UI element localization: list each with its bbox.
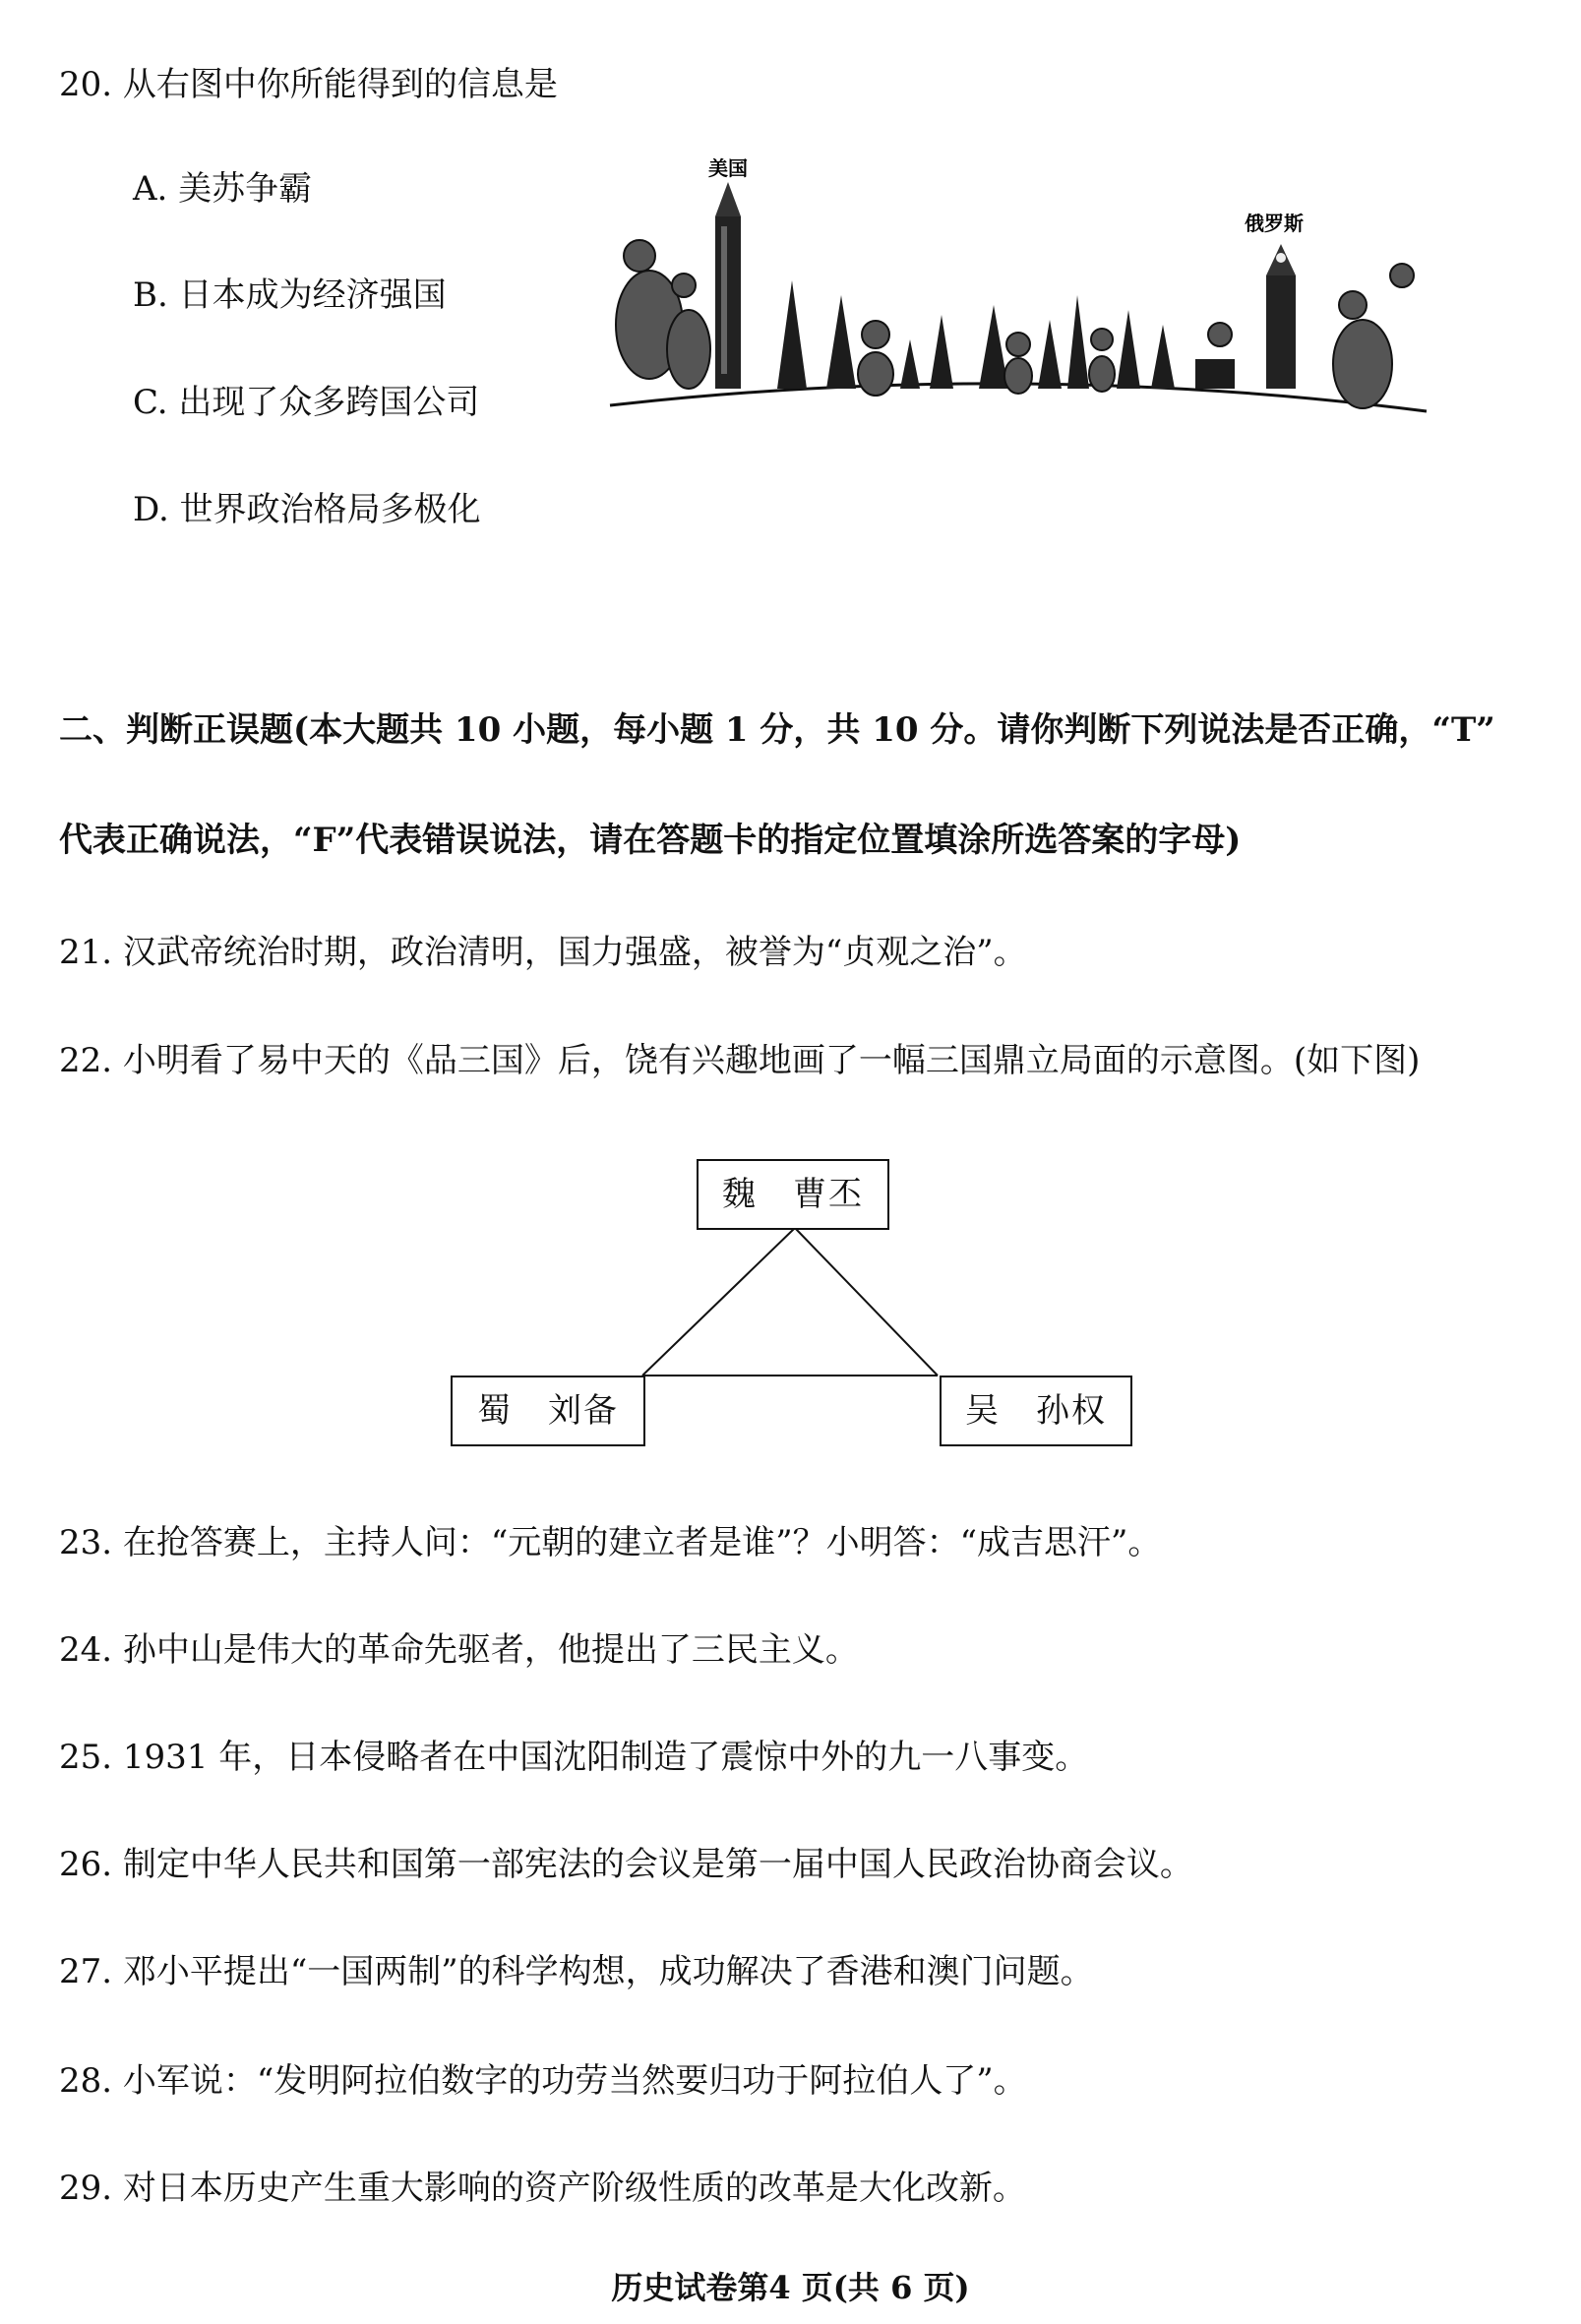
q28: 28. 小军说：“发明阿拉伯数字的功劳当然要归功于阿拉伯人了”。 (59, 2061, 1027, 2101)
section2-line1: 二、判断正误题(本大题共 10 小题，每小题 1 分，共 10 分。请你判断下列说法是否正确，“T” (59, 710, 1495, 750)
cartoon-label-russia: 俄罗斯 (1245, 212, 1304, 235)
diagram-box-wei: 魏 曹丕 (697, 1159, 889, 1230)
diagram-box-shu: 蜀 刘备 (451, 1376, 645, 1446)
q20-cartoon (605, 148, 1431, 423)
q22-stem: 22. 小明看了易中天的《品三国》后，饶有兴趣地画了一幅三国鼎立局面的示意图。(如下图) (59, 1041, 1421, 1080)
q21: 21. 汉武帝统治时期，政治清明，国力强盛，被誉为“贞观之治”。 (59, 933, 1027, 972)
q20-option-d: D. 世界政治格局多极化 (133, 490, 481, 529)
q26: 26. 制定中华人民共和国第一部宪法的会议是第一届中国人民政治协商会议。 (59, 1845, 1193, 1884)
q20-stem: 20. 从右图中你所能得到的信息是 (59, 65, 558, 104)
q20-option-c: C. 出现了众多跨国公司 (133, 383, 480, 422)
diagram-box-wu: 吴 孙权 (940, 1376, 1132, 1446)
q20-option-a: A. 美苏争霸 (133, 169, 313, 209)
q27: 27. 邓小平提出“一国两制”的科学构想，成功解决了香港和澳门问题。 (59, 1952, 1094, 1991)
q20-option-b: B. 日本成为经济强国 (133, 275, 447, 315)
q29: 29. 对日本历史产生重大影响的资产阶级性质的改革是大化改新。 (59, 2169, 1026, 2208)
cartoon-label-usa: 美国 (708, 156, 748, 180)
section2-line2: 代表正确说法，“F”代表错误说法，请在答题卡的指定位置填涂所选答案的字母) (59, 821, 1242, 860)
q25: 25. 1931 年，日本侵略者在中国沈阳制造了震惊中外的九一八事变。 (59, 1738, 1089, 1777)
page-footer: 历史试卷第4 页(共 6 页) (611, 2269, 970, 2306)
russia-tower (1266, 244, 1296, 389)
usa-tower (715, 182, 741, 389)
q24: 24. 孙中山是伟大的革命先驱者，他提出了三民主义。 (59, 1630, 859, 1670)
q23: 23. 在抢答赛上，主持人问：“元朝的建立者是谁”？小明答：“成吉思汗”。 (59, 1523, 1162, 1562)
